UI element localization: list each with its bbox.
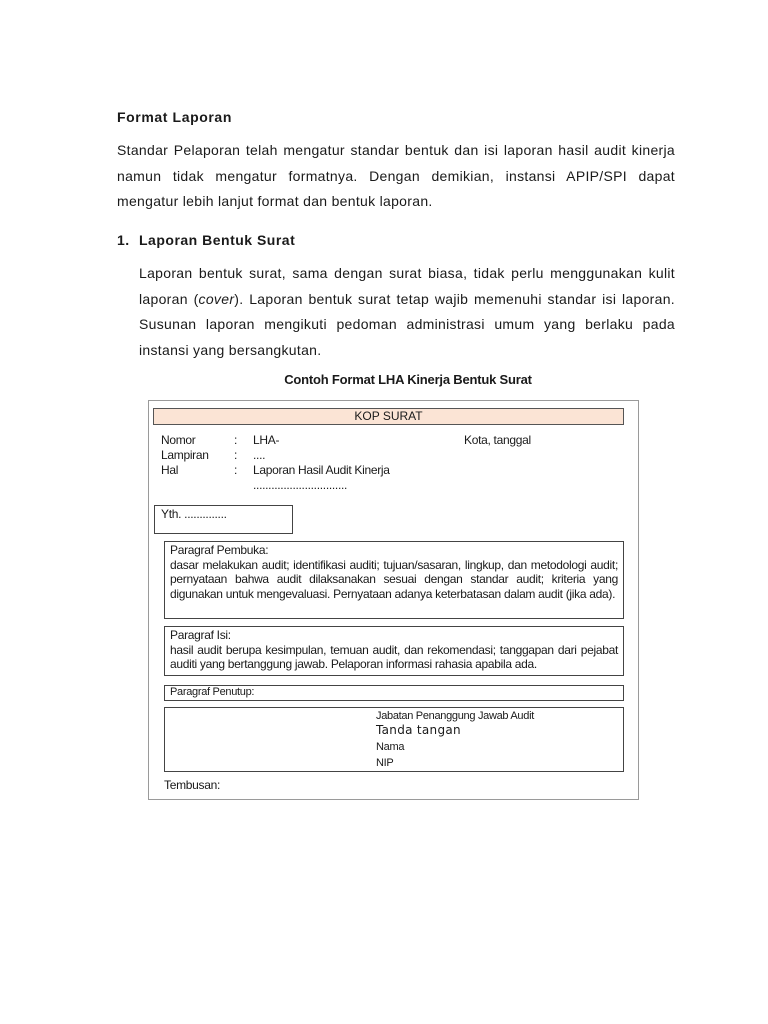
section-heading: Format Laporan bbox=[117, 109, 232, 125]
pembuka-title: Paragraf Pembuka: bbox=[170, 543, 269, 557]
lampiran-value: .... bbox=[253, 448, 266, 462]
hal-value: Laporan Hasil Audit Kinerja bbox=[253, 463, 390, 477]
yth-text: Yth. .............. bbox=[161, 507, 227, 521]
hal-label: Hal bbox=[161, 463, 179, 477]
section-paragraph bbox=[139, 261, 675, 363]
section-title bbox=[117, 232, 295, 248]
tembusan-label: Tembusan: bbox=[164, 778, 220, 792]
nomor-value: LHA- bbox=[253, 433, 280, 447]
paragraf-pembuka-content bbox=[165, 542, 623, 602]
paragraf-isi-box bbox=[164, 626, 624, 676]
tanda-tangan-text: Tanda tangan bbox=[376, 723, 461, 737]
pembuka-text: dasar melakukan audit; identifikasi auditi; tujuan/sasaran, lingkup, dan metodologi audit; pernyataan bahwa audit dilaksanakan sesuai dengan standar audit; kriteria yang digunakan untuk mengevaluasi. Pernyataan adanya keterbatasan dalam audit (jika ada). bbox=[170, 557, 618, 601]
nomor-colon: : bbox=[234, 433, 238, 447]
isi-title: Paragraf Isi: bbox=[170, 628, 231, 642]
nip-text: NIP bbox=[376, 757, 394, 769]
intro-paragraph: Standar Pelaporan telah mengatur standar bentuk dan isi laporan hasil audit kinerja namun tidak mengatur formatnya. Dengan demikian, instansi APIP/SPI dapat mengatur lebih lanjut format dan bentuk laporan. bbox=[117, 142, 675, 209]
figure-caption: Contoh Format LHA Kinerja Bentuk Surat bbox=[284, 372, 532, 387]
nama-text: Nama bbox=[376, 741, 405, 753]
section-text-before: Laporan bentuk surat, sama dengan surat biasa, tidak perlu menggunakan kulit laporan ( bbox=[139, 265, 675, 307]
lampiran-label: Lampiran bbox=[161, 448, 209, 462]
signature-box bbox=[164, 707, 624, 772]
nomor-label: Nomor bbox=[161, 433, 196, 447]
hal-colon: : bbox=[234, 463, 238, 477]
penutup-title: Paragraf Penutup: bbox=[170, 686, 255, 698]
yth-box bbox=[154, 505, 293, 534]
section-text-after: ). Laporan bentuk surat tetap wajib memenuhi standar isi laporan. Susunan laporan mengikuti pedoman administrasi umum yang berlaku pada instansi yang bersangkutan. bbox=[139, 290, 675, 358]
jabatan-text: Jabatan Penanggung Jawab Audit bbox=[376, 710, 534, 722]
isi-text: hasil audit berupa kesimpulan, temuan audit, dan rekomendasi; tanggapan dari pejabat auditi yang bertanggung jawab. Pelaporan informasi rahasia apabila ada. bbox=[170, 642, 618, 671]
kop-surat-box: KOP SURAT bbox=[153, 408, 624, 425]
paragraf-pembuka-box bbox=[164, 541, 624, 619]
section-text-italic: cover bbox=[198, 290, 235, 307]
kota-tanggal: Kota, tanggal bbox=[464, 433, 531, 447]
lampiran-colon: : bbox=[234, 448, 238, 462]
hal-dots: ............................... bbox=[253, 478, 348, 492]
paragraf-penutup-box bbox=[164, 685, 624, 701]
paragraf-isi-content bbox=[165, 627, 623, 673]
section-number: 1. bbox=[117, 232, 130, 248]
section-title-text: Laporan Bentuk Surat bbox=[139, 232, 296, 248]
